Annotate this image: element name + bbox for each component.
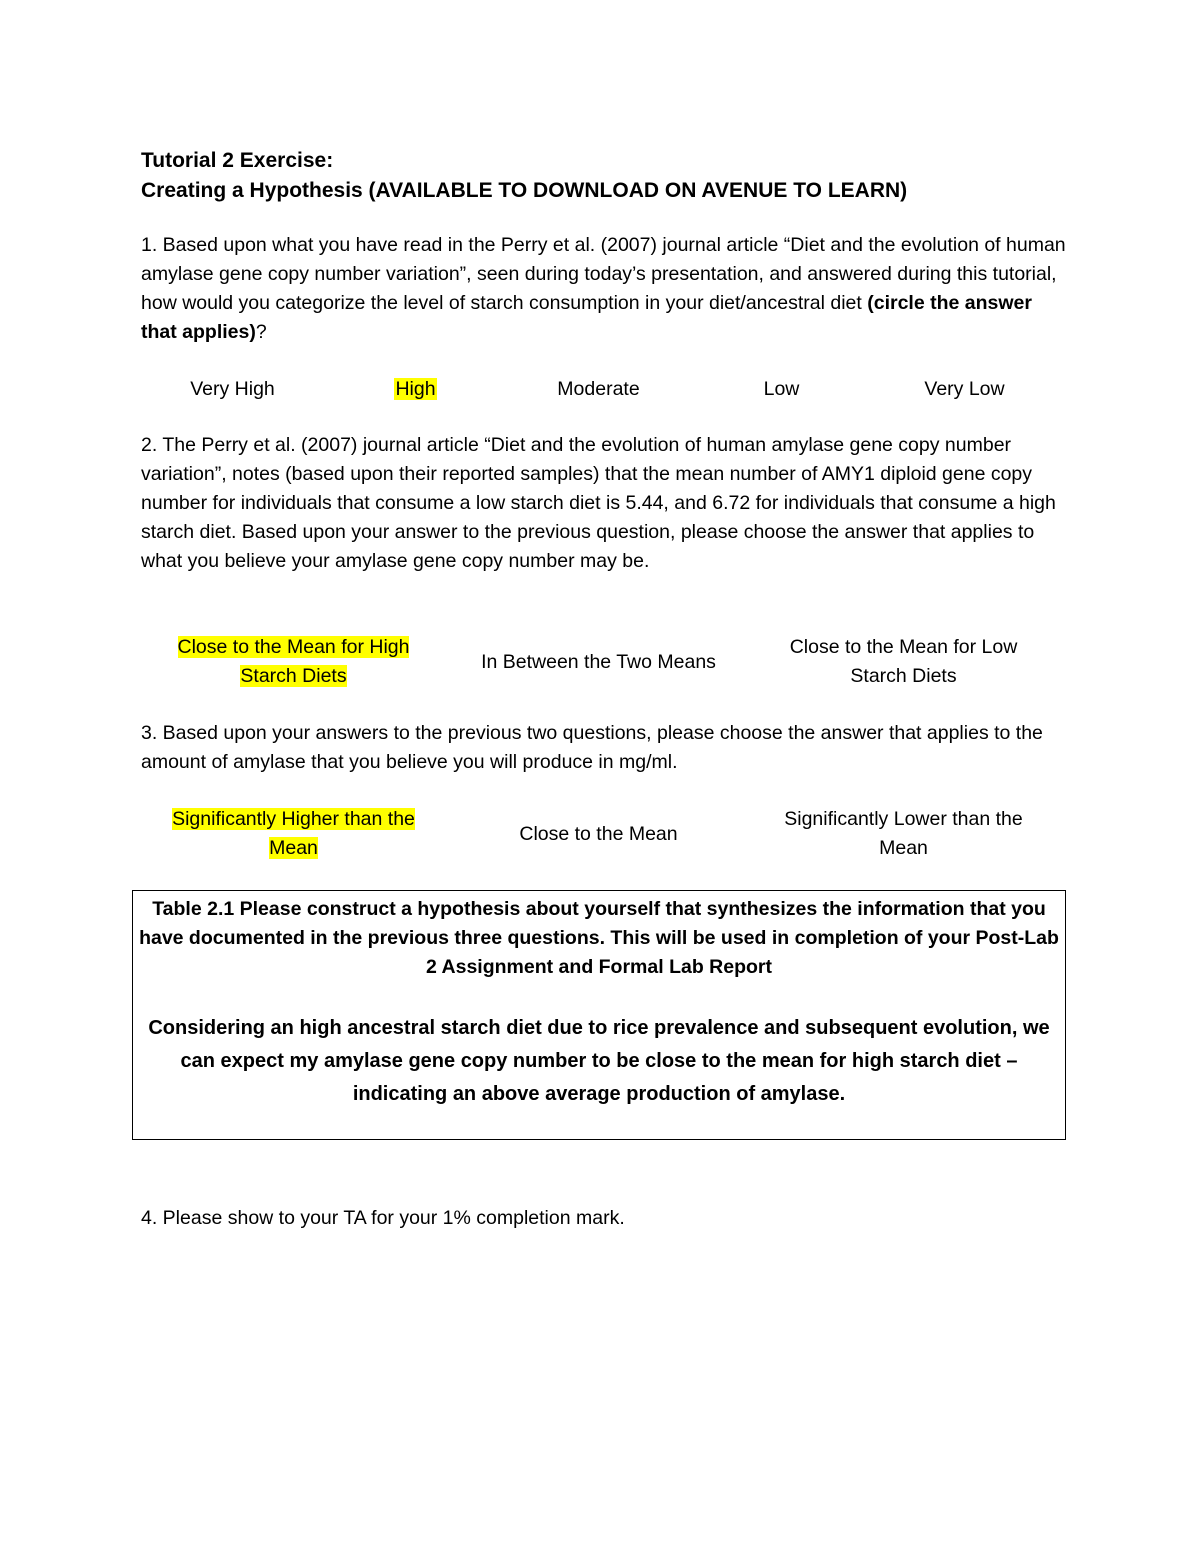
- q2-option-between-means[interactable]: In Between the Two Means: [481, 650, 716, 673]
- q1-option-very-low[interactable]: Very Low: [924, 378, 1005, 400]
- q1-option-high[interactable]: [324, 374, 507, 404]
- question-3: 3. Based upon your answers to the previous two questions, please choose the answer that applies to the amount of amylase that you believe you will produce in mg/ml.: [141, 722, 1043, 773]
- q3-option-close-to-mean[interactable]: Close to the Mean: [519, 822, 678, 845]
- question-1-text: 1. Based upon what you have read in the Perry et al. (2007) journal article “Diet and the evolution of human amylase gene copy number variation”, seen during today’s presentation, and answered during this tutorial, how would you categorize the level of starch consumption in your diet/ancestral diet: [141, 234, 1066, 314]
- q1-option-low[interactable]: Low: [763, 378, 800, 400]
- question-1-end: ?: [255, 321, 267, 343]
- question-2: 2. The Perry et al. (2007) journal article “Diet and the evolution of human amylase gene copy number variation”, notes (based upon their reported samples) that the mean number of AMY1 diploid gene copy number for individuals that consume a low starch diet is 5.44, and 6.72 for individuals that consume a high starch diet. Based upon your answer to the previous question, please choose the answer that applies to what you believe your amylase gene copy number may be.: [141, 434, 1056, 572]
- selected-highlight: Close to the Mean for High Starch Diets: [177, 636, 410, 687]
- q2-option-high-mean[interactable]: [141, 633, 446, 691]
- q1-option-moderate[interactable]: Moderate: [557, 378, 640, 400]
- exercise-title: Tutorial 2 Exercise:: [141, 149, 334, 172]
- q2-option-low-mean[interactable]: Close to the Mean for Low Starch Diets: [789, 636, 1018, 687]
- selected-highlight: High: [395, 378, 436, 400]
- q3-option-lower[interactable]: Significantly Lower than the Mean: [784, 808, 1023, 859]
- selected-highlight: Significantly Higher than the Mean: [172, 808, 415, 859]
- q1-option-very-high[interactable]: Very High: [190, 378, 275, 400]
- exercise-subtitle: Creating a Hypothesis (AVAILABLE TO DOWNLOAD ON AVENUE TO LEARN): [141, 179, 908, 202]
- question-1-instruction: (circle the answer that applies): [141, 292, 1032, 343]
- q3-option-higher[interactable]: [141, 805, 446, 863]
- hypothesis-table: [132, 890, 1066, 1140]
- question-1: [141, 231, 1066, 347]
- hypothesis-answer[interactable]: Considering an high ancestral starch diet due to rice prevalence and subsequent evolution, we can expect my amylase gene copy number to be close to the mean for high starch diet – indicating an above average production of amylase.: [148, 1017, 1050, 1105]
- question-4: 4. Please show to your TA for your 1% completion mark.: [141, 1207, 625, 1229]
- question-1-options: [141, 374, 1057, 404]
- table-caption: Table 2.1 Please construct a hypothesis about yourself that synthesizes the information that you have documented in the previous three questions. This will be used in completion of your Post-Lab 2 Assignment and Formal Lab Report: [139, 898, 1059, 978]
